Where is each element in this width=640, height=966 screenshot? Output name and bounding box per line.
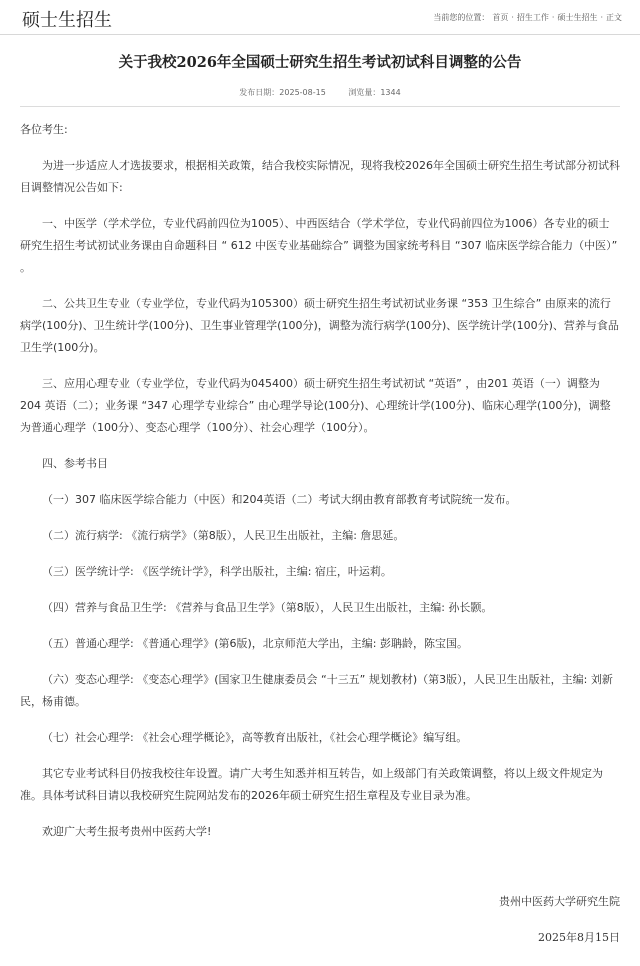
greeting: 各位考生: (20, 123, 68, 136)
article-body (0, 119, 640, 949)
breadcrumb-separator: · (551, 13, 555, 22)
article-title: 关于我校2026年全国硕士研究生招生考试初试科目调整的公告 (118, 54, 522, 71)
view-count: 浏览量：1344 (348, 88, 401, 97)
reference-item-7: （七）社会心理学: 《社会心理学概论》，高等教育出版社，《社会心理学概论》编写组。 (42, 731, 468, 744)
breadcrumb-home[interactable]: 首页 (492, 13, 509, 22)
publish-date: 发布日期：2025-08-15 (239, 88, 326, 97)
item-3-paragraph: 三、应用心理专业（专业学位，专业代码为045400）硕士研究生招生考试初试 “英语” ，由201 英语（一）调整为204 英语（二）；业务课 “347 心理学专业综合” 由心理学导论(100分)、心理统计学(100分)、临床心理学(100分)，调整为普通心理学（100分）、变态心理学（100分）、社会心理学（100分）。 (20, 377, 611, 434)
reference-item-6: （六）变态心理学: 《变态心理学》(国家卫生健康委员会 “十三五” 规划教材)（第3版），人民卫生出版社，主编: 刘新民，杨甫德。 (20, 673, 613, 708)
breadcrumb-separator: · (511, 13, 514, 22)
welcome-paragraph: 欢迎广大考生报考贵州中医药大学! (42, 825, 212, 838)
breadcrumb-admissions[interactable]: 招生工作 (516, 13, 549, 22)
breadcrumb-current: 正文 (606, 13, 622, 22)
intro-paragraph: 为进一步适应人才选拔要求，根据相关政策，结合我校实际情况，现将我校2026年全国硕士研究生招生考试部分初试科目调整情况公告如下: (20, 159, 620, 194)
site-header (0, 0, 640, 35)
reference-item-2: （二）流行病学: 《流行病学》（第8版），人民卫生出版社，主编: 詹思延。 (42, 529, 405, 542)
item-2-paragraph: 二、公共卫生专业（专业学位，专业代码为105300）硕士研究生招生考试初试业务课 “353 卫生综合” 由原来的流行病学(100分)、卫生统计学(100分)、卫生事业管理学(100分)，调整为流行病学(100分)、医学统计学(100分)、营养与食品卫生学(100分)。 (20, 297, 619, 354)
closing-paragraph: 其它专业考试科目仍按我校往年设置。请广大考生知悉并相互转告，如上级部门有关政策调整，将以上级文件规定为准。具体考试科目请以我校研究生院网站发布的2026年硕士研究生招生章程及专业目录为准。 (20, 767, 603, 802)
item-1-paragraph: 一、中医学（学术学位，专业代码前四位为1005）、中西医结合（学术学位，专业代码前四位为1006）各专业的硕士研究生招生考试初试业务课由自命题科目 “ 612 中医专业基础综合” 调整为国家统考科目 “307 临床医学综合能力（中医）” 。 (20, 217, 618, 274)
breadcrumb (430, 12, 622, 23)
site-title: 硕士生招生 (22, 10, 112, 31)
reference-item-5: （五）普通心理学: 《普通心理学》(第6版)，北京师范大学出，主编: 彭聃龄，陈宝国。 (42, 637, 468, 650)
sign-date: 2025年8月15日 (538, 931, 620, 944)
signature: 贵州中医药大学研究生院 (499, 895, 620, 908)
breadcrumb-master-admissions[interactable]: 硕士生招生 (557, 13, 598, 22)
article-meta (0, 87, 640, 98)
reference-item-4: （四）营养与食品卫生学: 《营养与食品卫生学》（第8版），人民卫生出版社，主编: 孙长颢。 (42, 601, 493, 614)
reference-item-1: （一）307 临床医学综合能力（中医）和204英语（二）考试大纲由教育部教育考试院统一发布。 (42, 493, 517, 506)
breadcrumb-prefix: 当前您的位置： (433, 13, 490, 22)
title-divider (20, 106, 620, 107)
breadcrumb-separator: · (600, 13, 603, 22)
reference-books-heading: 四、参考书目 (42, 457, 108, 470)
reference-item-3: （三）医学统计学: 《医学统计学》，科学出版社，主编: 宿庄，叶运莉。 (42, 565, 392, 578)
